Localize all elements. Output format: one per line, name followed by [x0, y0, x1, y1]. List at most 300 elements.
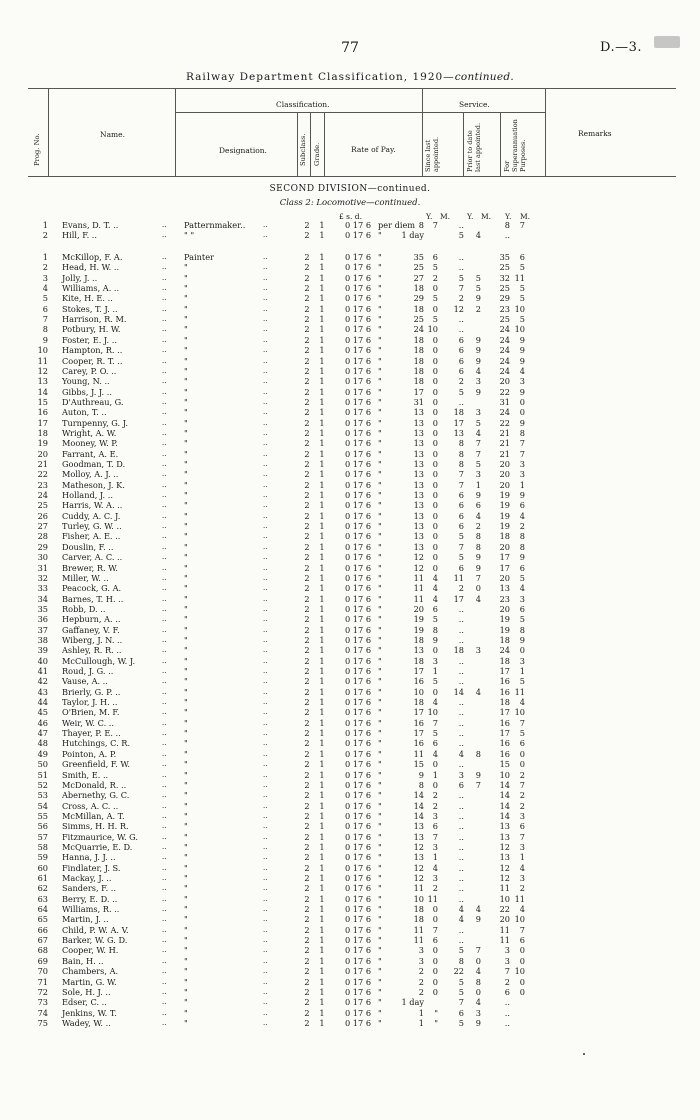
- cell-name: Barker, W. G. D.: [62, 935, 128, 946]
- cell-ld2: ..: [263, 842, 268, 851]
- cell-pay: 0 17 6: [345, 976, 372, 987]
- cell-py: 5: [458, 986, 464, 997]
- cell-des: ": [184, 686, 188, 697]
- cell-sm: 0: [432, 904, 438, 915]
- cell-py: 4: [458, 914, 464, 925]
- cell-fm: 6: [519, 935, 525, 946]
- cell-ld1: ..: [162, 832, 167, 841]
- cell-sm: 0: [432, 541, 438, 552]
- cell-gr: 1: [319, 572, 325, 583]
- cell-gr: 1: [319, 314, 325, 325]
- cell-ld2: ..: [263, 315, 268, 324]
- cell-py: 8: [458, 955, 464, 966]
- cell-sm: 0: [432, 510, 438, 521]
- cell-gr: 1: [319, 283, 325, 294]
- cell-sub: 2: [304, 997, 310, 1008]
- cell-sy: 13: [413, 521, 424, 532]
- cell-pay: 0 17 6: [345, 541, 372, 552]
- cell-sy: 11: [413, 748, 424, 759]
- cell-fm: 9: [519, 355, 525, 366]
- table-row: [0, 914, 700, 924]
- cell-gr: 1: [319, 955, 325, 966]
- cell-py: 18: [453, 407, 464, 418]
- cell-ld1: ..: [162, 853, 167, 862]
- cell-gr: 1: [319, 345, 325, 356]
- cell-sy: 13: [413, 427, 424, 438]
- cell-ld2: ..: [263, 698, 268, 707]
- cell-name: Hutchings, C. R.: [62, 738, 131, 749]
- cell-name: Molloy, A. J. ..: [62, 469, 119, 480]
- cell-des: ": [184, 852, 188, 863]
- cell-py: 6: [458, 510, 464, 521]
- cell-gr: 1: [319, 252, 325, 262]
- cell-des: ": [184, 324, 188, 335]
- table-row: [0, 500, 700, 510]
- cell-py: ..: [458, 873, 464, 883]
- cell-sm: 7: [432, 831, 438, 842]
- cell-des: ": [184, 469, 188, 480]
- cell-fy: ..: [504, 997, 510, 1008]
- table-row: [0, 230, 700, 240]
- cell-name: Young, N. ..: [62, 376, 110, 387]
- cell-pay: 0 17 6: [345, 303, 372, 314]
- cell-pm: 9: [475, 490, 481, 501]
- cell-des: ": [184, 303, 188, 314]
- cell-sy: 13: [413, 831, 424, 842]
- cell-sm: 11: [427, 893, 438, 904]
- cell-no: 62: [37, 883, 48, 894]
- cell-fy: 20: [499, 376, 510, 387]
- cell-sy: 13: [413, 479, 424, 490]
- title-continued: continued.: [454, 71, 515, 83]
- cell-ld2: ..: [263, 304, 268, 313]
- cell-py: 5: [458, 945, 464, 956]
- cell-ld2: ..: [263, 573, 268, 582]
- cell-name: Sanders, F. ..: [62, 883, 116, 894]
- cell-sm: 6: [432, 935, 438, 946]
- cell-pm: 7: [475, 779, 481, 790]
- table-row: [0, 428, 700, 438]
- cell-gr: 1: [319, 469, 325, 480]
- cell-fy: 19: [499, 500, 510, 511]
- cell-py: ..: [458, 603, 464, 614]
- cell-pm: 9: [475, 552, 481, 563]
- cell-des: ": [184, 510, 188, 521]
- table-row: [0, 283, 700, 293]
- cell-per: ": [378, 997, 382, 1008]
- cell-pay: 0 17 6: [345, 707, 372, 718]
- cell-name: Hampton, R. ..: [62, 345, 123, 356]
- cell-sy: 18: [413, 303, 424, 314]
- cell-ld1: ..: [162, 356, 167, 365]
- cell-fm: 10: [514, 707, 525, 718]
- cell-fy: 10: [499, 769, 510, 780]
- cell-sub: 2: [304, 810, 310, 821]
- cell-pay: 0 17 6: [345, 365, 372, 376]
- cell-des: ": [184, 841, 188, 852]
- cell-name: Smith, E. ..: [62, 769, 109, 780]
- cell-pay: 0 17 6: [345, 955, 372, 966]
- cell-no: 17: [37, 417, 48, 428]
- cell-sub: 2: [304, 448, 310, 459]
- cell-no: 43: [37, 686, 48, 697]
- cell-fy: ..: [504, 1017, 510, 1028]
- table-row: [0, 583, 700, 593]
- cell-name: Mackay, J. ..: [62, 873, 112, 883]
- table-row: [0, 977, 700, 987]
- cell-sy: 2: [418, 986, 424, 997]
- cell-fy: 24: [499, 345, 510, 356]
- cell-no: 56: [37, 821, 48, 832]
- cell-name: Head, H. W. ..: [62, 262, 120, 273]
- cell-no: 74: [37, 1007, 48, 1018]
- cell-py: ..: [458, 324, 464, 335]
- cell-pay: 0 17 6: [345, 355, 372, 366]
- cell-name: Gaffaney, V. F.: [62, 624, 120, 635]
- cell-pay: 0 17 6: [345, 614, 372, 625]
- cell-ld2: ..: [263, 491, 268, 500]
- cell-ld1: ..: [162, 760, 167, 769]
- cell-name: Thayer, P. E. ..: [62, 728, 121, 739]
- cell-sy: 18: [413, 634, 424, 645]
- cell-pm: 8: [475, 976, 481, 987]
- cell-gr: 1: [319, 365, 325, 376]
- cell-des: ": [184, 779, 188, 790]
- cell-sm: 0: [432, 955, 438, 966]
- table-row: [0, 449, 700, 459]
- table-row: [0, 904, 700, 914]
- cell-des: ": [184, 810, 188, 821]
- cell-des: ": [184, 976, 188, 987]
- cell-des: ": [184, 521, 188, 532]
- cell-ld2: ..: [263, 863, 268, 872]
- cell-ld2: ..: [263, 729, 268, 738]
- cell-per: ": [378, 945, 382, 956]
- cell-pay: 0 17 6: [345, 873, 372, 883]
- col-rule: [297, 112, 298, 176]
- cell-name: McDonald, R. ..: [62, 779, 127, 790]
- cell-pay: 0 17 6: [345, 324, 372, 335]
- cell-fy: 17: [499, 552, 510, 563]
- cell-sm: 4: [432, 593, 438, 604]
- cell-pay: 0 17 6: [345, 728, 372, 739]
- cell-pm: 5: [475, 283, 481, 294]
- cell-gr: 1: [319, 935, 325, 946]
- cell-py: 6: [458, 500, 464, 511]
- cell-name: Martin, G. W.: [62, 976, 117, 987]
- cell-ld1: ..: [162, 594, 167, 603]
- cell-pay: 0 17 6: [345, 697, 372, 708]
- cell-gr: 1: [319, 490, 325, 501]
- cell-sy: 11: [413, 924, 424, 935]
- cell-ld1: ..: [162, 615, 167, 624]
- cell-fy: 18: [499, 634, 510, 645]
- cell-ld1: ..: [162, 284, 167, 293]
- table-row: [0, 894, 700, 904]
- cell-ld2: ..: [263, 936, 268, 945]
- cell-py: 2: [458, 376, 464, 387]
- cell-sm: 2: [432, 883, 438, 894]
- cell-name: Fitzmaurice, W. G.: [62, 831, 139, 842]
- cell-py: 18: [453, 645, 464, 656]
- cell-per: ": [378, 634, 382, 645]
- cell-pay: 0 17 6: [345, 469, 372, 480]
- cell-sm: 4: [432, 697, 438, 708]
- cell-sm: 3: [432, 655, 438, 666]
- cell-des: ": [184, 365, 188, 376]
- cell-sy: 13: [413, 438, 424, 449]
- cell-sub: 2: [304, 666, 310, 676]
- cell-py: 6: [458, 562, 464, 573]
- cell-sy: 13: [413, 448, 424, 459]
- table-row: [0, 749, 700, 759]
- page-title: [0, 71, 700, 83]
- cell-des: ": [184, 262, 188, 273]
- cell-ld1: ..: [162, 253, 167, 261]
- cell-pay: 0 17 6: [345, 893, 372, 904]
- cell-pm: 9: [475, 562, 481, 573]
- cell-des: ": [184, 572, 188, 583]
- cell-no: 3: [42, 272, 48, 283]
- cell-ld1: ..: [162, 1018, 167, 1027]
- cell-name: Pointon, A. P.: [62, 748, 117, 759]
- cell-sm: 8: [432, 624, 438, 635]
- table-row: [0, 273, 700, 283]
- cell-pay: 0 17 6: [345, 252, 372, 262]
- cell-per: ": [378, 614, 382, 625]
- table-row: [0, 387, 700, 397]
- cell-sy: 20: [413, 603, 424, 614]
- cell-gr: 1: [319, 676, 325, 687]
- cell-pm: 7: [475, 438, 481, 449]
- cell-ld1: ..: [162, 428, 167, 437]
- cell-name: Ashley, R. R. ..: [62, 645, 122, 656]
- cell-fm: 7: [519, 779, 525, 790]
- cell-ld1: ..: [162, 915, 167, 924]
- cell-des: ": [184, 655, 188, 666]
- cell-ld1: ..: [162, 501, 167, 510]
- cell-no: 18: [37, 427, 48, 438]
- cell-ld2: ..: [263, 687, 268, 696]
- cell-sm: 6: [432, 603, 438, 614]
- cell-name: Simms, H. H. R.: [62, 821, 129, 832]
- cell-per: ": [378, 262, 382, 273]
- cell-sub: 2: [304, 438, 310, 449]
- cell-sub: 2: [304, 873, 310, 883]
- cell-per: ": [378, 686, 382, 697]
- cell-no: 41: [37, 666, 48, 676]
- cell-per: ": [378, 376, 382, 387]
- cell-ld1: ..: [162, 687, 167, 696]
- cell-sub: 2: [304, 427, 310, 438]
- cell-sy: 18: [413, 345, 424, 356]
- cell-fm: 3: [519, 810, 525, 821]
- cell-des: ": [184, 283, 188, 294]
- cell-ld2: ..: [263, 346, 268, 355]
- cell-pay: 0 17 6: [345, 283, 372, 294]
- cell-ld1: ..: [162, 470, 167, 479]
- cell-ld2: ..: [263, 1008, 268, 1017]
- cell-name: Foster, E. J. ..: [62, 334, 117, 345]
- cell-des: ": [184, 552, 188, 563]
- cell-py: 6: [458, 779, 464, 790]
- cell-pm: 6: [475, 500, 481, 511]
- cell-no: 29: [37, 541, 48, 552]
- cell-py: ..: [458, 800, 464, 811]
- cell-fy: 10: [499, 893, 510, 904]
- table-row: [0, 376, 700, 386]
- cell-pay: 0 17 6: [345, 510, 372, 521]
- cell-no: 75: [37, 1017, 48, 1028]
- cell-no: 12: [37, 365, 48, 376]
- cell-sub: 2: [304, 334, 310, 345]
- cell-no: 35: [37, 603, 48, 614]
- cell-gr: 1: [319, 924, 325, 935]
- cell-pay: 0 17 6: [345, 655, 372, 666]
- cell-pm: 9: [475, 334, 481, 345]
- cell-per: ": [378, 386, 382, 397]
- cell-sm: 0: [432, 966, 438, 977]
- cell-gr: 1: [319, 479, 325, 490]
- cell-pm: 4: [475, 230, 481, 241]
- cell-ld2: ..: [263, 522, 268, 531]
- cell-fm: 0: [519, 955, 525, 966]
- cell-sy: 13: [413, 417, 424, 428]
- cell-name: Wright, A. W.: [62, 427, 117, 438]
- cell-ld2: ..: [263, 563, 268, 572]
- cell-py: 5: [458, 386, 464, 397]
- cell-no: 52: [37, 779, 48, 790]
- cell-des: ": [184, 490, 188, 501]
- cell-py: ..: [458, 396, 464, 407]
- cell-no: 32: [37, 572, 48, 583]
- cell-fm: 3: [519, 655, 525, 666]
- cell-ld2: ..: [263, 791, 268, 800]
- cell-name: Hill, F. ..: [62, 230, 98, 241]
- cell-ld1: ..: [162, 925, 167, 934]
- cell-pay: 0 17 6: [345, 220, 372, 230]
- cell-no: 49: [37, 748, 48, 759]
- cell-sm: 5: [432, 728, 438, 739]
- header-name: Name.: [100, 130, 125, 139]
- cell-pay: 0 17 6: [345, 831, 372, 842]
- cell-fm: 3: [519, 841, 525, 852]
- cell-name: Child, P. W. A. V.: [62, 924, 129, 935]
- cell-ld2: ..: [263, 604, 268, 613]
- cell-fy: 18: [499, 697, 510, 708]
- cell-des: ": [184, 314, 188, 325]
- cell-pay: 0 17 6: [345, 686, 372, 697]
- cell-sub: 2: [304, 841, 310, 852]
- cell-gr: 1: [319, 728, 325, 739]
- cell-fm: 4: [519, 510, 525, 521]
- cell-per: ": [378, 552, 382, 563]
- table-row: [0, 997, 700, 1007]
- cell-ld2: ..: [263, 998, 268, 1007]
- cell-sy: 11: [413, 583, 424, 594]
- cell-fm: 10: [514, 914, 525, 925]
- cell-ld1: ..: [162, 387, 167, 396]
- cell-ld1: ..: [162, 335, 167, 344]
- cell-pay: 0 17 6: [345, 790, 372, 801]
- cell-ld2: ..: [263, 977, 268, 986]
- cell-gr: 1: [319, 521, 325, 532]
- table-row: [0, 625, 700, 635]
- cell-ld2: ..: [263, 956, 268, 965]
- cell-gr: 1: [319, 396, 325, 407]
- cell-des: ": [184, 873, 188, 883]
- cell-ld2: ..: [263, 335, 268, 344]
- cell-des: ": [184, 293, 188, 304]
- cell-sub: 2: [304, 469, 310, 480]
- cell-sm: 0: [432, 500, 438, 511]
- cell-fm: 5: [519, 728, 525, 739]
- cell-sub: 2: [304, 676, 310, 687]
- cell-pay: 0 17 6: [345, 634, 372, 645]
- cell-ld1: ..: [162, 491, 167, 500]
- cell-sy: 10: [413, 893, 424, 904]
- cell-gr: 1: [319, 624, 325, 635]
- cell-no: 28: [37, 531, 48, 542]
- cell-ld2: ..: [263, 967, 268, 976]
- cell-fm: 7: [519, 438, 525, 449]
- cell-fm: 9: [519, 490, 525, 501]
- cell-per: ": [378, 479, 382, 490]
- unit-m3: M.: [520, 212, 531, 221]
- cell-pm: 4: [475, 997, 481, 1008]
- cell-gr: 1: [319, 914, 325, 925]
- cell-ld2: ..: [263, 811, 268, 820]
- table-row: [0, 925, 700, 935]
- cell-pay: 0 17 6: [345, 334, 372, 345]
- cell-sm: 1: [432, 852, 438, 863]
- cell-py: ..: [458, 614, 464, 625]
- cell-py: 2: [458, 293, 464, 304]
- cell-sub: 2: [304, 220, 310, 230]
- cell-fm: 6: [519, 252, 525, 262]
- cell-gr: 1: [319, 324, 325, 335]
- cell-py: ..: [458, 759, 464, 770]
- cell-fm: 0: [519, 759, 525, 770]
- cell-pay: 0 17 6: [345, 924, 372, 935]
- cell-sy: 11: [413, 883, 424, 894]
- cell-ld2: ..: [263, 439, 268, 448]
- cell-sm: 0: [432, 562, 438, 573]
- cell-fy: 24: [499, 645, 510, 656]
- cell-name: Stokes, T. J. ..: [62, 303, 118, 314]
- cell-fm: 0: [519, 407, 525, 418]
- cell-sy: 8: [418, 779, 424, 790]
- cell-no: 57: [37, 831, 48, 842]
- cell-per: ": [378, 593, 382, 604]
- cell-per: ": [378, 314, 382, 325]
- cell-per: ": [378, 697, 382, 708]
- cell-sub: 2: [304, 738, 310, 749]
- cell-no: 40: [37, 655, 48, 666]
- cell-per: ": [378, 707, 382, 718]
- cell-ld2: ..: [263, 739, 268, 748]
- cell-per: ": [378, 966, 382, 977]
- cell-ld2: ..: [263, 449, 268, 458]
- cell-fm: 2: [519, 883, 525, 894]
- cell-per: ": [378, 748, 382, 759]
- cell-per: ": [378, 790, 382, 801]
- cell-per: ": [378, 924, 382, 935]
- cell-per: ": [378, 510, 382, 521]
- cell-no: 33: [37, 583, 48, 594]
- cell-ld2: ..: [263, 253, 268, 261]
- cell-sub: 2: [304, 541, 310, 552]
